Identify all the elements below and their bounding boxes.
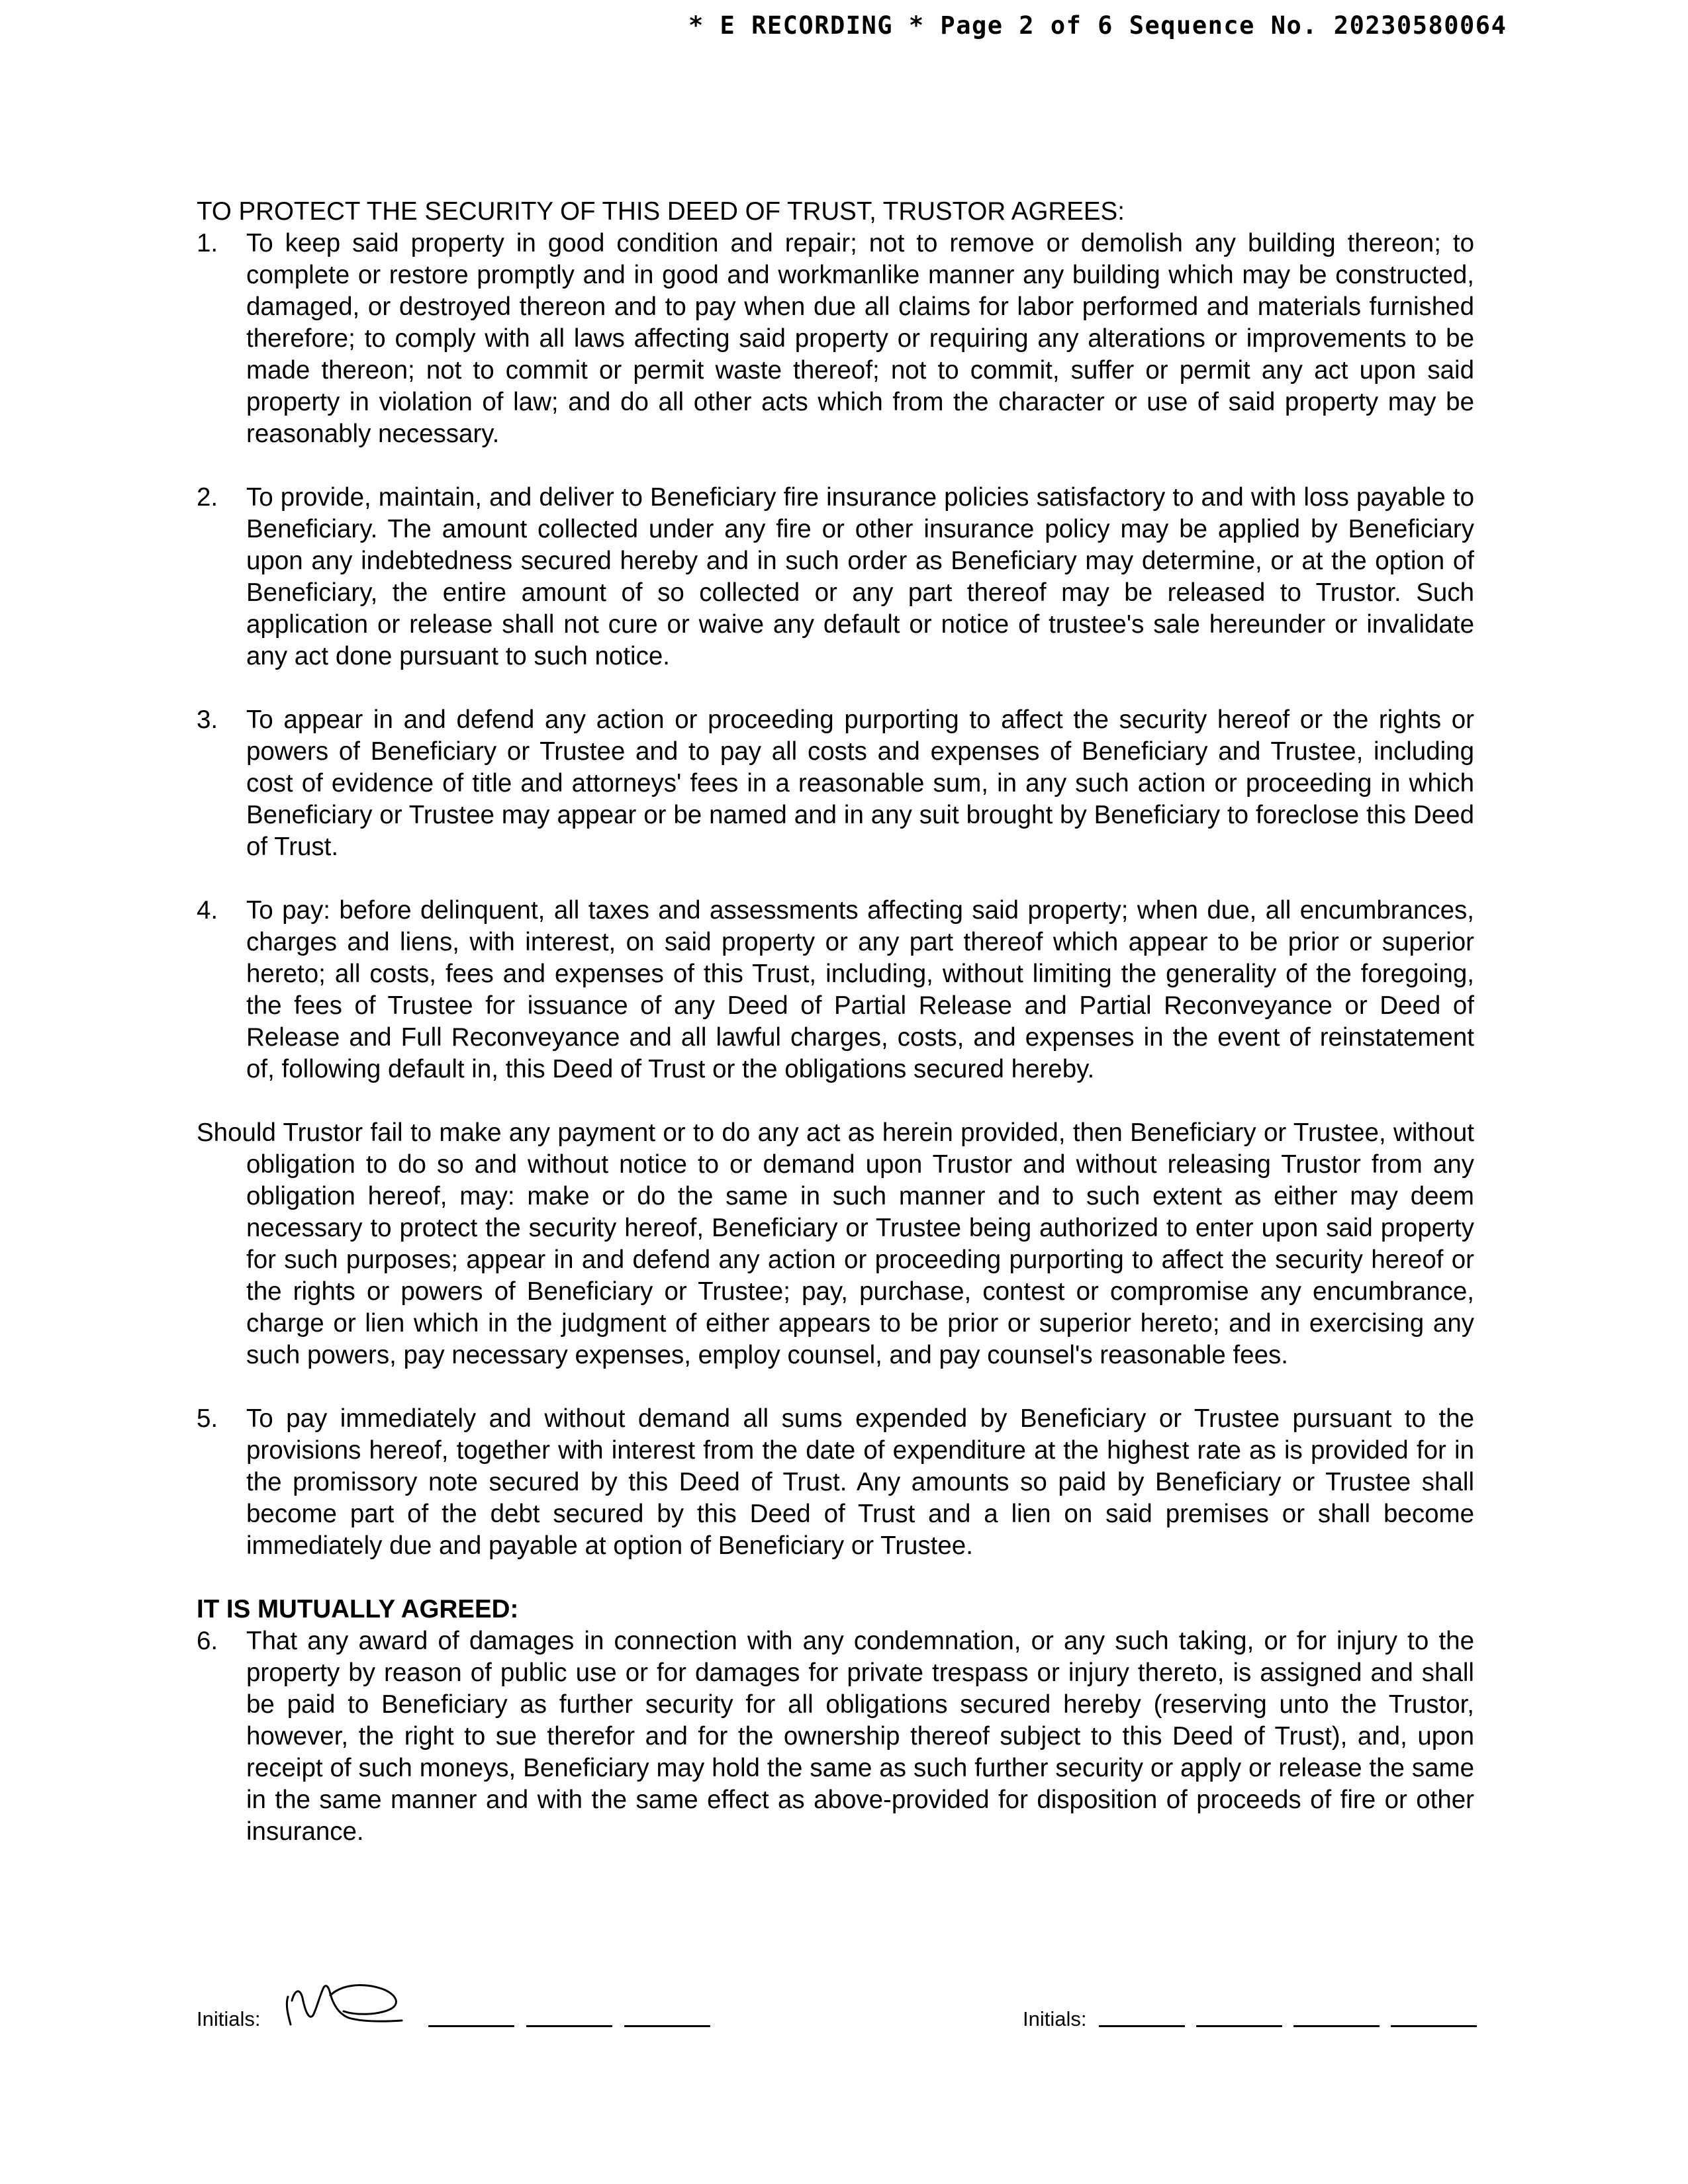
initials-right	[1023, 1976, 1486, 2035]
item-text: To pay immediately and without demand all sums expended by Beneficiary or Trustee pursuant to the provisions hereof, together with interest from the date of expenditure at the highest rate as is provided for in the promissory note secured by this Deed of Trust. Any amounts so paid by Beneficiary or Trustee shall become part of the debt secured by this Deed of Trust and a lien on said premises or shall become immediately due and payable at option of Beneficiary or Trustee.	[246, 1404, 1474, 1560]
item-text: To provide, maintain, and deliver to Beneficiary fire insurance policies satisfactory to and with loss payable to Beneficiary. The amount collected under any fire or other insurance policy may be applied by Beneficiary upon any indebtedness secured hereby and in such order as Beneficiary may determine, or at the option of Beneficiary, the entire amount of so collected or any part thereof may be released to Trustor. Such application or release shall not cure or waive any default or notice of trustee's sale hereunder or invalidate any act done pursuant to such notice.	[246, 483, 1474, 670]
initials-blank[interactable]	[624, 2025, 710, 2027]
initials-blank[interactable]	[428, 2025, 514, 2027]
handwritten-initials-signature	[283, 1978, 415, 2031]
should-trustor-fail-paragraph: Should Trustor fail to make any payment or to do any act as herein provided, then Beneficiary or Trustee, without obligation to do so and without notice to or demand upon Trustor and without releasing Trustor from any obligation hereof, may: make or do the same in such manner and to such extent as either may deem necessary to protect the security hereof, Beneficiary or Trustee being authorized to enter upon said property for such purposes; appear in and defend any action or proceeding purporting to affect the security hereof or the rights or powers of Beneficiary or Trustee; pay, purchase, contest or compromise any encumbrance, charge or lien which in the judgment of either appears to be prior or superior hereto; and in exercising any such powers, pay necessary expenses, employ counsel, and pay counsel's reasonable fees.	[197, 1118, 1474, 1369]
item-number: 5.	[197, 1404, 218, 1433]
deed-of-trust-body	[197, 196, 1474, 1848]
recording-header: * E RECORDING * Page 2 of 6 Sequence No. 20230580064	[688, 11, 1507, 40]
initials-blank[interactable]	[1391, 2025, 1477, 2027]
initials-left	[197, 1976, 726, 2035]
item-number: 6.	[197, 1627, 218, 1655]
initials-blank[interactable]	[1196, 2025, 1282, 2027]
item-number: 1.	[197, 229, 218, 257]
initials-blank[interactable]	[526, 2025, 612, 2027]
initials-label: Initials:	[1023, 2007, 1087, 2030]
initials-blank[interactable]	[1293, 2025, 1380, 2027]
covenant-item-1	[197, 228, 1474, 450]
covenant-item-4	[197, 895, 1474, 1085]
item-text: To appear in and defend any action or proceeding purporting to affect the security hereof or the rights or powers of Beneficiary or Trustee and to pay all costs and expenses of Beneficiary and Trustee, including cost of evidence of title and attorneys' fees in a reasonable sum, in any such action or proceeding in which Beneficiary or Trustee may appear or be named and in any suit brought by Beneficiary to foreclose this Deed of Trust.	[246, 705, 1474, 861]
item-number: 3.	[197, 705, 218, 734]
covenant-item-5	[197, 1403, 1474, 1562]
intro-heading: TO PROTECT THE SECURITY OF THIS DEED OF TRUST, TRUSTOR AGREES:	[197, 197, 1125, 226]
item-number: 2.	[197, 483, 218, 512]
item-text: That any award of damages in connection with any condemnation, or any such taking, or for injury to the property by reason of public use or for damages for private trespass or injury thereto, is assigned and shall be paid to Beneficiary as further security for all obligations secured hereby (reserving unto the Trustor, however, the right to sue therefor and for the ownership thereof subject to this Deed of Trust), and, upon receipt of such moneys, Beneficiary may hold the same as such further security or apply or release the same in the same manner and with the same effect as above-provided for disposition of proceeds of fire or other insurance.	[246, 1627, 1474, 1846]
item-text: To pay: before delinquent, all taxes and assessments affecting said property; when due, all encumbrances, charges and liens, with interest, on said property or any part thereof which appear to be prior or superior hereto; all costs, fees and expenses of this Trust, including, without limiting the generality of the foregoing, the fees of Trustee for issuance of any Deed of Partial Release and Partial Reconveyance or Deed of Release and Full Reconveyance and all lawful charges, costs, and expenses in the event of reinstatement of, following default in, this Deed of Trust or the obligations secured hereby.	[246, 896, 1474, 1083]
covenant-item-6	[197, 1625, 1474, 1848]
mutually-agreed-heading: IT IS MUTUALLY AGREED:	[197, 1595, 519, 1623]
item-number: 4.	[197, 896, 218, 925]
item-text: To keep said property in good condition and repair; not to remove or demolish any building thereon; to complete or restore promptly and in good and workmanlike manner any building which may be constructed, damaged, or destroyed thereon and to pay when due all claims for labor performed and materials furnished therefore; to comply with all laws affecting said property or requiring any alterations or improvements to be made thereon; not to commit or permit waste thereof; not to commit, suffer or permit any act upon said property in violation of law; and do all other acts which from the character or use of said property may be reasonably necessary.	[246, 229, 1474, 448]
initials-label: Initials:	[197, 2007, 261, 2030]
covenant-item-2	[197, 482, 1474, 672]
initials-blank[interactable]	[1099, 2025, 1185, 2027]
covenant-item-3	[197, 704, 1474, 863]
